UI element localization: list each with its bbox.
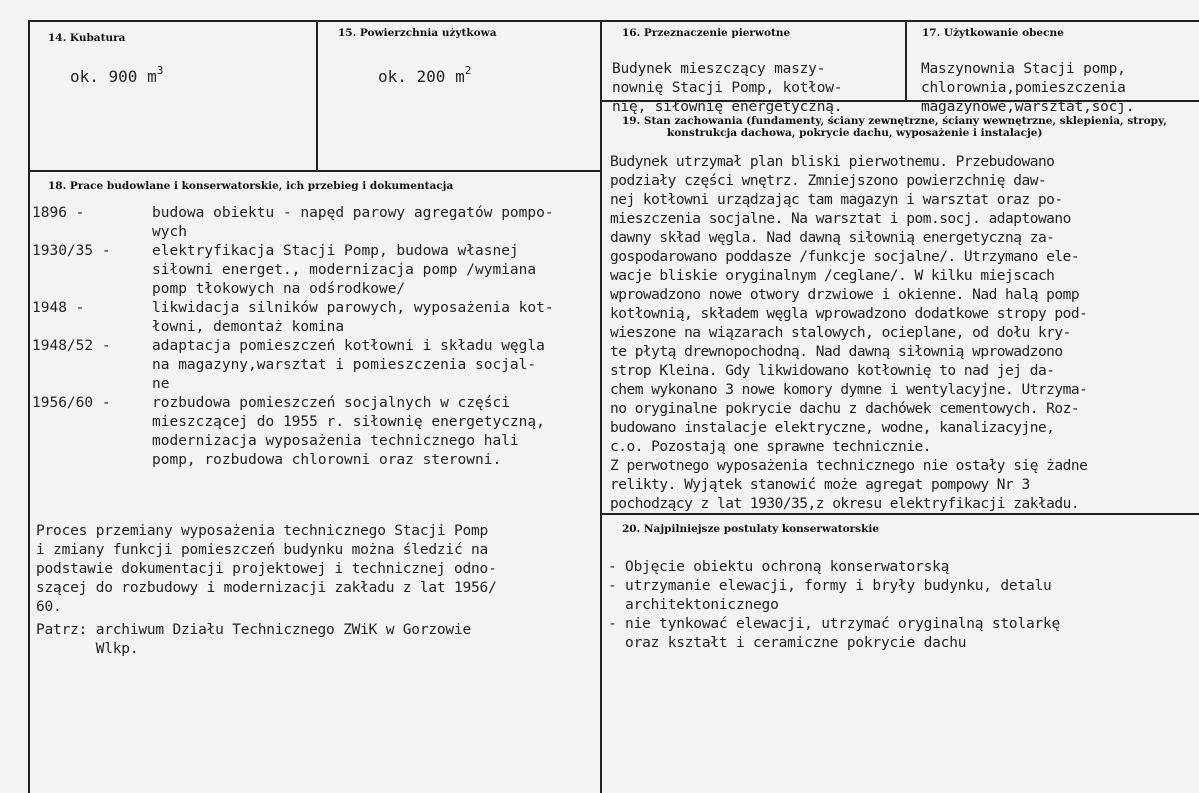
powierzchnia-value — [378, 64, 471, 86]
kubatura-number: ok. 900 m — [70, 67, 157, 86]
prace-line: elektryfikacja Stacji Pomp, budowa własnej — [152, 243, 519, 259]
prace-line: modernizacja wyposażenia technicznego hali — [152, 433, 519, 449]
stan-line: nej kotłowni urządzając tam magazyn i warsztat oraz po- — [610, 192, 1063, 208]
proces-line: 60. — [36, 599, 62, 615]
prace-line: siłowni energet., modernizacja pomp /wymiana — [152, 262, 537, 278]
stan-line: mieszczenia socjalne. Na warsztat i pom.socj. adaptowano — [610, 211, 1071, 227]
stan-line: no oryginalne pokrycie dachu z dachówek cementowych. Roz- — [610, 401, 1080, 417]
stan-line: wprowadzono nowe otwory drzwiowe i okienne. Nad halą pomp — [610, 287, 1080, 303]
patrz-paragraph — [36, 602, 471, 678]
prace-year: 1896 - — [32, 205, 85, 221]
stan-line: wacje bliskie oryginalnym /ceglane/. W kilku miejscach — [610, 268, 1055, 284]
divider-16-17 — [905, 20, 907, 100]
prace-entry — [32, 394, 554, 470]
prace-line: adaptacja pomieszczeń kotłowni i składu węgla — [152, 338, 545, 354]
prace-line: likwidacja silników parowych, wyposażenia kot- — [152, 300, 554, 316]
prace-year: 1930/35 - — [32, 243, 111, 259]
stan-line: podziały części wnętrz. Zmniejszono powierzchnię daw- — [610, 173, 1047, 189]
left-border-line — [28, 20, 30, 793]
prace-line: łowni, demontaż komina — [152, 319, 345, 335]
prace-line: ne — [152, 376, 170, 392]
prace-entry — [32, 299, 554, 337]
patrz-line: Wlkp. — [36, 641, 139, 657]
stan-line: relikty. Wyjątek stanowić może agregat pompowy Nr 3 — [610, 477, 1030, 493]
stan-line: kotłownią, składem węgla wprowadzono dodatkowe stropy pod- — [610, 306, 1088, 322]
przeznaczenie-line: nię, siłownię energetyczną. — [612, 99, 843, 115]
uzytkowanie-line: Maszynownia Stacji pomp, — [921, 61, 1126, 77]
stan-label-line: 19. Stan zachowania (fundamenty, ściany zewnętrzne, ściany wewnętrzne, sklepienia, stropy, — [622, 115, 1167, 127]
postulaty-line: architektonicznego — [608, 597, 779, 613]
prace-line: pomp, rozbudowa chlorowni oraz sterowni. — [152, 452, 502, 468]
patrz-line: Patrz: archiwum Działu Technicznego ZWiK w Gorzowie — [36, 622, 472, 638]
prace-line: pomp tłokowych na odśrodkowe/ — [152, 281, 406, 297]
prace-label: 18. Prace budowlane i konserwatorskie, ich przebieg i dokumentacja — [48, 180, 454, 192]
stan-line: wieszone na wiązarach stalowych, ocieplane, od dołu kry- — [610, 325, 1071, 341]
kubatura-exponent: 3 — [156, 64, 164, 77]
stan-line: Budynek utrzymał plan bliski pierwotnemu. Przebudowano — [610, 154, 1055, 170]
stan-line: pochodzący z lat 1930/35,z okresu elektryfikacji zakładu. — [610, 496, 1080, 512]
powierzchnia-exponent: 2 — [464, 64, 472, 77]
przeznaczenie-label: 16. Przeznaczenie pierwotne — [622, 27, 791, 39]
prace-year: 1948 - — [32, 300, 85, 316]
powierzchnia-label: 15. Powierzchnia użytkowa — [338, 27, 497, 39]
uzytkowanie-label: 17. Użytkowanie obecne — [922, 27, 1064, 39]
postulaty-line: - nie tynkować elewacji, utrzymać oryginalną stolarkę — [608, 616, 1061, 632]
prace-line: mieszczącej do 1955 r. siłownię energetyczną, — [152, 414, 545, 430]
przeznaczenie-line: nownię Stacji Pomp, kotłow- — [612, 80, 843, 96]
proces-line: podstawie dokumentacji projektowej i technicznej odno- — [36, 561, 497, 577]
prace-line: wych — [152, 224, 187, 240]
stan-text — [610, 134, 1087, 533]
postulaty-line: - Objęcie obiektu ochroną konserwatorską — [608, 559, 950, 575]
top-border-line — [28, 20, 1199, 22]
proces-line: i zmiany funkcji pomieszczeń budynku można śledzić na — [36, 542, 489, 558]
prace-entry — [32, 242, 554, 299]
postulaty-text — [608, 539, 1060, 672]
row-divider-left — [28, 170, 602, 172]
prace-year: 1948/52 - — [32, 338, 111, 354]
prace-line: budowa obiektu - napęd parowy agregatów pompo- — [152, 205, 554, 221]
stan-line: c.o. Pozostają one sprawne technicznie. — [610, 439, 931, 455]
postulaty-label: 20. Najpilniejsze postulaty konserwatorskie — [622, 523, 880, 535]
prace-year: 1956/60 - — [32, 395, 111, 411]
stan-line: budowano instalacje elektryczne, wodne, kanalizacyjne, — [610, 420, 1055, 436]
stan-line: te płytą drewnopochodną. Nad dawną siłownią wprowadzono — [610, 344, 1063, 360]
kubatura-label: 14. Kubatura — [48, 32, 126, 44]
prace-line: rozbudowa pomieszczeń socjalnych w części — [152, 395, 510, 411]
prace-entries — [32, 204, 554, 470]
uzytkowanie-line: magazynowe,warsztat,socj. — [921, 99, 1135, 115]
stan-line: chem wykonano 3 nowe komory dymne i wentylacyjne. Utrzyma- — [610, 382, 1088, 398]
prace-entry — [32, 337, 554, 394]
stan-line: strop Kleina. Gdy likwidowano kotłownię to nad jej da- — [610, 363, 1055, 379]
main-vertical-divider — [600, 20, 602, 793]
postulaty-line: - utrzymanie elewacji, formy i bryły budynku, detalu — [608, 578, 1052, 594]
prace-entry — [32, 204, 554, 242]
proces-line: szącej do rozbudowy i modernizacji zakładu z lat 1956/ — [36, 580, 497, 596]
proces-line: Proces przemiany wyposażenia technicznego Stacji Pomp — [36, 523, 489, 539]
stan-label-line: konstrukcja dachowa, pokrycie dachu, wyposażenie i instalacje) — [667, 127, 1043, 139]
stan-line: dawny skład węgla. Nad dawną siłownią energetyczną za- — [610, 230, 1055, 246]
postulaty-line: oraz kształt i ceramiczne pokrycie dachu — [608, 635, 967, 651]
stan-line: Z perwotnego wyposażenia technicznego nie ostały się żadne — [610, 458, 1088, 474]
divider-14-15 — [316, 20, 318, 170]
prace-line: na magazyny,warsztat i pomieszczenia socjal- — [152, 357, 537, 373]
stan-line: gospodarowano poddasze /funkcje socjalne/. Utrzymano ele- — [610, 249, 1080, 265]
przeznaczenie-line: Budynek mieszczący maszy- — [612, 61, 826, 77]
powierzchnia-number: ok. 200 m — [378, 67, 465, 86]
kubatura-value — [70, 64, 163, 86]
uzytkowanie-line: chlorownia,pomieszczenia — [921, 80, 1126, 96]
